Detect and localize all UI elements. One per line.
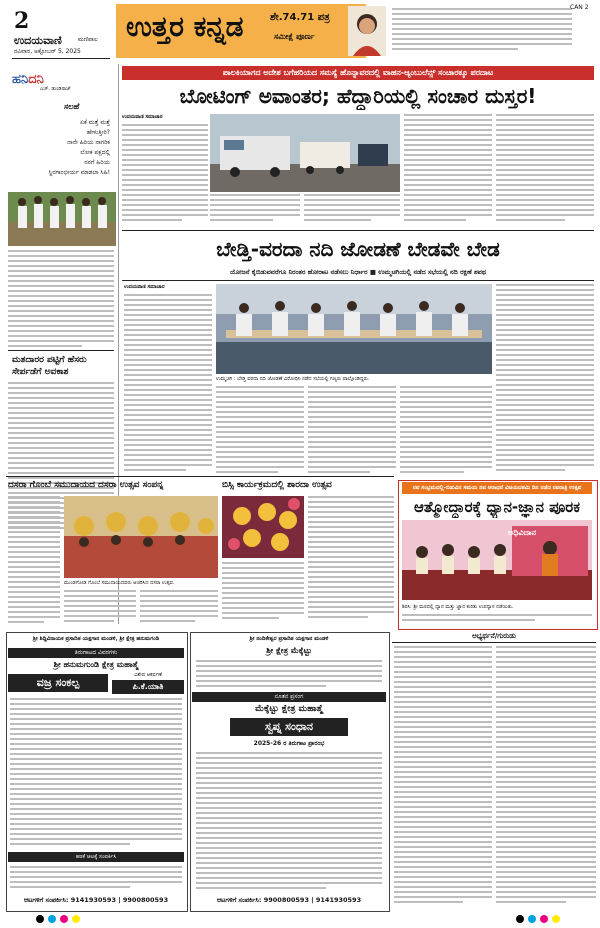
stat-headline: ಶೇ.74.71 ಪತ್ರ xyxy=(270,12,330,23)
print-color-strip xyxy=(0,914,600,924)
lead-col4 xyxy=(400,386,492,478)
briefs-col1 xyxy=(394,646,492,908)
flower-text xyxy=(308,496,394,628)
ad-right-year-note: 2025-26 ರ ತಿರುಗಾಟ ಪ್ರಾರಂಭ xyxy=(253,740,325,747)
lead-col2 xyxy=(216,386,304,478)
ad-left-subtitle: ವಜ್ರ ಸಂಕಲ್ಪ xyxy=(8,674,108,692)
ad-left-year-badge: ಪಿ.ಕೆ.ಯಾತಿ xyxy=(112,680,184,694)
poem-body xyxy=(22,118,110,178)
feature-caption: ಶಿರಸಿ: ಶ್ರೀ ಮಠದಲ್ಲಿ ಧ್ಯಾನ ಮತ್ತು ಜ್ಞಾನ ಕುರಿತು ಉಪನ್ಯಾಸ ನಡೆಯಿತು. xyxy=(402,604,514,610)
ad-right-subtitle: ಸ್ವಪ್ನ ಸಂಧಾನ xyxy=(230,718,348,736)
edition-tag: ಮಣಿಪಾಲ xyxy=(78,36,98,43)
ad-left-footer-details xyxy=(10,866,182,894)
dasara-col1 xyxy=(8,496,60,626)
ad-right-phone: ಆಟಗಳಿಗೆ ಸಂಪರ್ಕಿಸಿ: 9900800593 | 9141930593 xyxy=(216,896,362,904)
top-story-col4 xyxy=(404,114,492,226)
lead-subhead: ಯೋಜನೆ ಕೈಬಿಡುವವರೆಗೂ ನಿರಂತರ ಹೋರಾಟ ನಡೆಸಲು ನಿರ್ಧಾರ ■ ಉಮ್ಮಚಗಿಯಲ್ಲಿ ನಡೆದ ಸಭೆಯಲ್ಲಿ ನದಿ ರಕ್ಷಣೆ ಶಪಥ xyxy=(230,268,486,276)
feature-headline: ಆತ್ಮೋದ್ಧಾರಕ್ಕೆ ಧ್ಯಾನ-ಜ್ಞಾನ ಪೂರಕ xyxy=(414,498,580,516)
dasara-col3 xyxy=(140,590,218,628)
top-story-kicker: ಪಾಲಕಿಯಾಗದ ಅದೇಶ ಬಗೆಹರಿಯದ ಸಮಸ್ಯೆ ಹೊನ್ನಾವರದಲ್ಲಿ ವಾಹನ-ಆ್ಯಂಬುಲೆನ್ಸ್ ಸಂಚಾರಕ್ಕೂ ಪರದಾಟ xyxy=(122,66,594,80)
poem-title: ಸಲಹೆ xyxy=(64,102,80,111)
ad-right-details-top xyxy=(196,660,382,690)
lead-dateline: ಉದಯವಾಣಿ ಸಮಾಚಾರ xyxy=(124,284,165,290)
lead-photo-caption: ಉಮ್ಮಚಗಿ : ಬೇಡ್ತಿ ವರದಾ ನದಿ ಜೋಡಣೆ ವಿರೋಧಿಸಿ ನಡೆದ ಸಭೆಯಲ್ಲಿ ಗಣ್ಯರು ಪಾಲ್ಗೊಂಡಿದ್ದರು. xyxy=(216,376,370,382)
voter-headline-line2: ಸೇರ್ಪಡೆಗೆ ಅವಕಾಶ xyxy=(12,367,69,377)
section-title: ಉತ್ತರ ಕನ್ನಡ xyxy=(126,10,244,43)
poem-line: ಏಕೆ ಮತ್ತೆ ಮತ್ತೆ xyxy=(80,119,110,126)
feature-photo xyxy=(402,520,592,600)
issue-date: ರವಿವಾರ, ಅಕ್ಟೋಬರ್ 5, 2025 xyxy=(14,48,81,55)
poem-line: ಲೋಕ ಪಕ್ಷದಲ್ಲಿ xyxy=(80,149,110,156)
dasara-caption: ಮುಂಡಗೋಡ ಗೊಂಬೆ ಸಮುದಾಯದವರು ಆಚರಿಸಿದ ದಸರಾ ಉತ್ಸವ. xyxy=(64,580,175,586)
page-tag: CAN 2 xyxy=(570,4,589,11)
poem-line: ಹೇಳುತ್ತೀರಿ? xyxy=(86,129,110,136)
top-story-col1 xyxy=(122,124,208,224)
ad-right-details xyxy=(196,752,382,892)
feature-kicker: ನವ ಸಂಭ್ರಮದಲ್ಲಿ-ಬಿಡುವಿನ ಸಮಯ ನವ ಆರಾಧನೆ ವಿಜಯದಶಮಿ ದಿನ ನಡೆದ ನವರಾತ್ರಿ ಉತ್ಸವ xyxy=(402,482,592,494)
poem-line: ಸ್ಥಿರಗಾಂಭೀರ್ಯ ಮಾಡಲಾ ಸಿಹಿ! xyxy=(48,169,110,176)
masthead xyxy=(0,0,600,62)
ad-left-details xyxy=(10,698,182,848)
masthead-brief-text xyxy=(392,8,572,58)
poem-line: ನನಗೆ ಹಿರಿಯ xyxy=(84,159,110,166)
hanidani-brand xyxy=(12,68,44,87)
brand-suffix: ದನಿ xyxy=(28,72,44,87)
lead-headline: ಬೇಡ್ತಿ-ವರದಾ ನದಿ ಜೋಡಣೆ ಬೇಡವೇ ಬೇಡ xyxy=(216,237,500,261)
dasara-col2 xyxy=(64,590,136,628)
top-story-col3 xyxy=(304,194,400,226)
lead-photo xyxy=(216,284,492,374)
flower-text-2 xyxy=(222,562,304,628)
ad-left-footer-note: ಹರಕೆ ಆಟಕ್ಕೆ ಸಂಪರ್ಕಿಸಿ xyxy=(8,852,184,862)
top-story-photo xyxy=(210,114,400,192)
poem-byline: ಎಚ್. ಡುಂಡಿರಾಜ್ xyxy=(40,86,71,92)
paper-name: ಉದಯವಾಣಿ xyxy=(14,34,62,47)
ad-right-temple: ಶ್ರೀ ನಂದಿಕೇಶ್ವರ ಪ್ರಸಾದಿತ ಯಕ್ಷಗಾನ ಮಂಡಳಿ xyxy=(249,636,329,642)
voter-headline-line1: ಮತದಾರರ ಪಟ್ಟಿಗೆ ಹೆಸರು xyxy=(12,355,87,365)
top-story-col5 xyxy=(496,114,594,226)
ad-left-tour-label: ತಿರುಗಾಟದ ವಿವರಗಳು xyxy=(8,648,184,658)
feature-photo-banner: ಅಧಿವಿದಾನ xyxy=(508,528,537,537)
left-photo-1 xyxy=(8,192,116,246)
ad-right-title-big: ಮೆಕ್ಕೆಟ್ಟು ಕ್ಷೇತ್ರ ಮಹಾತ್ಮೆ xyxy=(255,704,323,714)
dasara-headline: ದಸರಾ ಗೊಂಬೆ ಸಮುದಾಯದ ದಸರಾ ಉತ್ಸವ ಸಂಪನ್ನ xyxy=(8,480,164,490)
flower-photo xyxy=(222,496,304,558)
ad-left-special: ವಿಶೇಷ ಆಕರ್ಷಣೆ xyxy=(134,672,162,678)
top-story-col2 xyxy=(210,194,300,226)
dasara-photo xyxy=(64,496,218,578)
ad-right-tour-label: ನೂತನ ಪ್ರಸಂಗ xyxy=(192,692,386,702)
feature-text xyxy=(402,614,592,626)
poem-line: ನಾನೇ ಹಿರಿಯ ನಾಗರಿಕ xyxy=(67,139,110,146)
author-photo xyxy=(348,6,386,56)
ad-right-title: ಶ್ರೀ ಕ್ಷೇತ್ರ ಮೆಕ್ಕೆಟ್ಟು xyxy=(266,646,312,655)
stat-subline: ಸಮೀಕ್ಷೆ ಪೂರ್ಣ xyxy=(274,32,315,41)
ad-left-temple: ಶ್ರೀ ಶಿದ್ದಿವಿನಾಯಕ ಪ್ರಸಾದಿತ ಯಕ್ಷಗಾನ ಮಂಡಳಿ, ಶ್ರೀ ಕ್ಷೇತ್ರ ಹನುಮಗಂಡಿ xyxy=(32,636,160,642)
briefs-title: ಅಭ್ಯರ್ಥನೆ/ಗುರುಡು xyxy=(472,632,516,640)
ad-left-phone: ಆಟಗಳಿಗೆ ಸಂಪರ್ಕಿಸಿ: 9141930593 | 9900800593 xyxy=(23,896,169,904)
top-story-headline: ಬೋಟಿಂಗ್ ಅವಾಂತರ; ಹೆದ್ದಾರಿಯಲ್ಲಿ ಸಂಚಾರ ದುಸ್ತರ! xyxy=(179,84,537,108)
top-story-dateline: ಉದಯವಾಣಿ ಸಮಾಚಾರ xyxy=(122,114,163,120)
page-number: 2 xyxy=(14,8,30,34)
voter-headline xyxy=(12,354,112,378)
ad-left-title: ಶ್ರೀ ಹನುಮಗುಂಡಿ ಕ್ಷೇತ್ರ ಮಹಾತ್ಮೆ xyxy=(53,660,139,669)
flower-headline: ಬಿಸ್ಸಿ ಕಾರ್ಯಕ್ರಮದಲ್ಲಿ ಶಾರದಾ ಉತ್ಸವ xyxy=(222,480,332,490)
left-story-1-text xyxy=(8,250,114,350)
lead-col3 xyxy=(308,386,396,478)
brand-prefix: ಹನಿ xyxy=(12,72,29,87)
briefs-col2 xyxy=(496,646,596,908)
lead-col1 xyxy=(124,294,212,478)
lead-col5 xyxy=(496,284,594,478)
